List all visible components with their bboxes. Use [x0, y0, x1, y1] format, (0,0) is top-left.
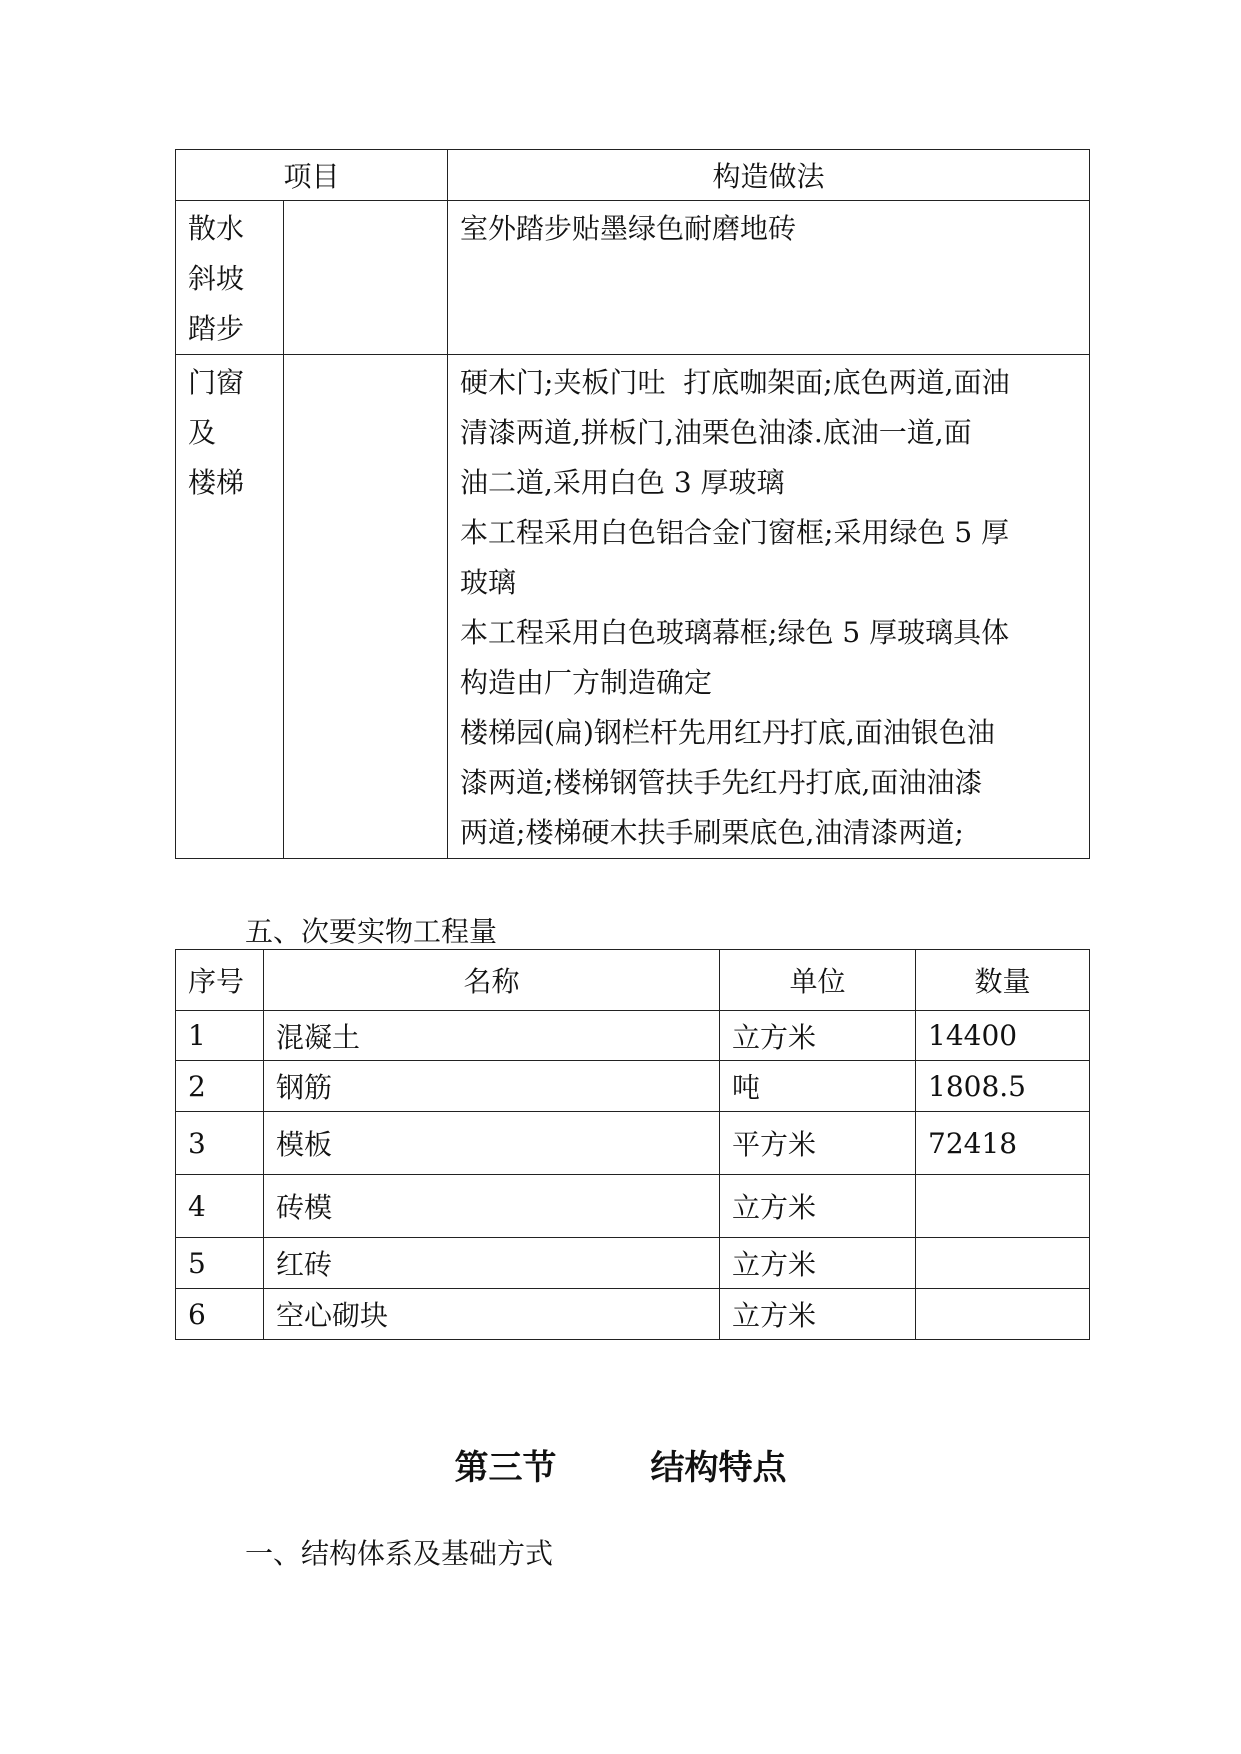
cell-name: 红砖: [264, 1238, 720, 1289]
table-row: [176, 1061, 1090, 1112]
cell-no: 4: [176, 1175, 264, 1238]
table-row: [176, 1011, 1090, 1061]
cell-name: 钢筋: [264, 1061, 720, 1112]
cell-no: 1: [176, 1011, 264, 1061]
cell-unit: 立方米: [720, 1238, 916, 1289]
method-line: 硬木门;夹板门吐 打底咖架面;底色两道,面油: [460, 366, 1010, 399]
section3-title: [0, 1440, 1241, 1489]
cell-no: 2: [176, 1061, 264, 1112]
section3-name: 结构特点: [650, 1448, 787, 1488]
construction-table: [175, 149, 1090, 859]
cell-name: 混凝土: [264, 1011, 720, 1061]
quantity-table-header: [176, 950, 1090, 1011]
cell-unit: 立方米: [720, 1175, 916, 1238]
table-row: [176, 1175, 1090, 1238]
header-qty: 数量: [916, 950, 1090, 1011]
cell-name: 砖模: [264, 1175, 720, 1238]
label-line: 门窗: [188, 366, 245, 399]
method-line: 清漆两道,拼板门,油栗色油漆.底油一道,面: [460, 416, 972, 449]
cell-qty: [916, 1175, 1090, 1238]
cell-no: 5: [176, 1238, 264, 1289]
header-name: 名称: [264, 950, 720, 1011]
cell-name: 空心砌块: [264, 1289, 720, 1340]
label-line: 楼梯: [188, 466, 245, 499]
cell-no: 6: [176, 1289, 264, 1340]
row-method: [448, 201, 1090, 355]
row-sub: [284, 201, 448, 355]
quantity-table: [175, 949, 1090, 1340]
table-row: [176, 1238, 1090, 1289]
method-line: 油二道,采用白色 3 厚玻璃: [460, 466, 785, 499]
table-row: [176, 1289, 1090, 1340]
method-line: 两道;楼梯硬木扶手刷栗底色,油清漆两道;: [460, 816, 964, 849]
cell-no: 3: [176, 1112, 264, 1175]
header-no: 序号: [176, 950, 264, 1011]
header-method: 构造做法: [448, 150, 1090, 201]
cell-qty: [916, 1238, 1090, 1289]
cell-unit: 立方米: [720, 1011, 916, 1061]
method-line: 室外踏步贴墨绿色耐磨地砖: [460, 212, 797, 245]
cell-unit: 立方米: [720, 1289, 916, 1340]
cell-qty: 14400: [916, 1011, 1090, 1061]
method-line: 构造由厂方制造确定: [460, 666, 713, 699]
cell-name: 模板: [264, 1112, 720, 1175]
table-row: [176, 1112, 1090, 1175]
label-line: 踏步: [188, 312, 245, 345]
cell-qty: 1808.5: [916, 1061, 1090, 1112]
cell-qty: 72418: [916, 1112, 1090, 1175]
label-line: 散水: [188, 212, 245, 245]
construction-table-header: [176, 150, 1090, 201]
method-line: 楼梯园(扁)钢栏杆先用红丹打底,面油银色油: [460, 716, 995, 749]
label-line: 斜坡: [188, 262, 245, 295]
cell-unit: 吨: [720, 1061, 916, 1112]
section5-title: 五、次要实物工程量: [245, 915, 498, 948]
method-line: 漆两道;楼梯钢管扶手先红丹打底,面油油漆: [460, 766, 983, 799]
label-line: 及: [188, 416, 217, 449]
row-method: [448, 355, 1090, 859]
table-row: [176, 355, 1090, 859]
method-line: 本工程采用白色铝合金门窗框;采用绿色 5 厚: [460, 516, 1010, 549]
cell-qty: [916, 1289, 1090, 1340]
section3-number: 第三节: [454, 1448, 557, 1488]
table-row: [176, 201, 1090, 355]
row-label: [176, 201, 284, 355]
cell-unit: 平方米: [720, 1112, 916, 1175]
row-label: [176, 355, 284, 859]
header-unit: 单位: [720, 950, 916, 1011]
header-item: 项目: [176, 150, 448, 201]
method-line: 本工程采用白色玻璃幕框;绿色 5 厚玻璃具体: [460, 616, 1010, 649]
row-sub: [284, 355, 448, 859]
method-line: 玻璃: [460, 566, 517, 599]
subsection1-title: 一、结构体系及基础方式: [245, 1537, 554, 1570]
